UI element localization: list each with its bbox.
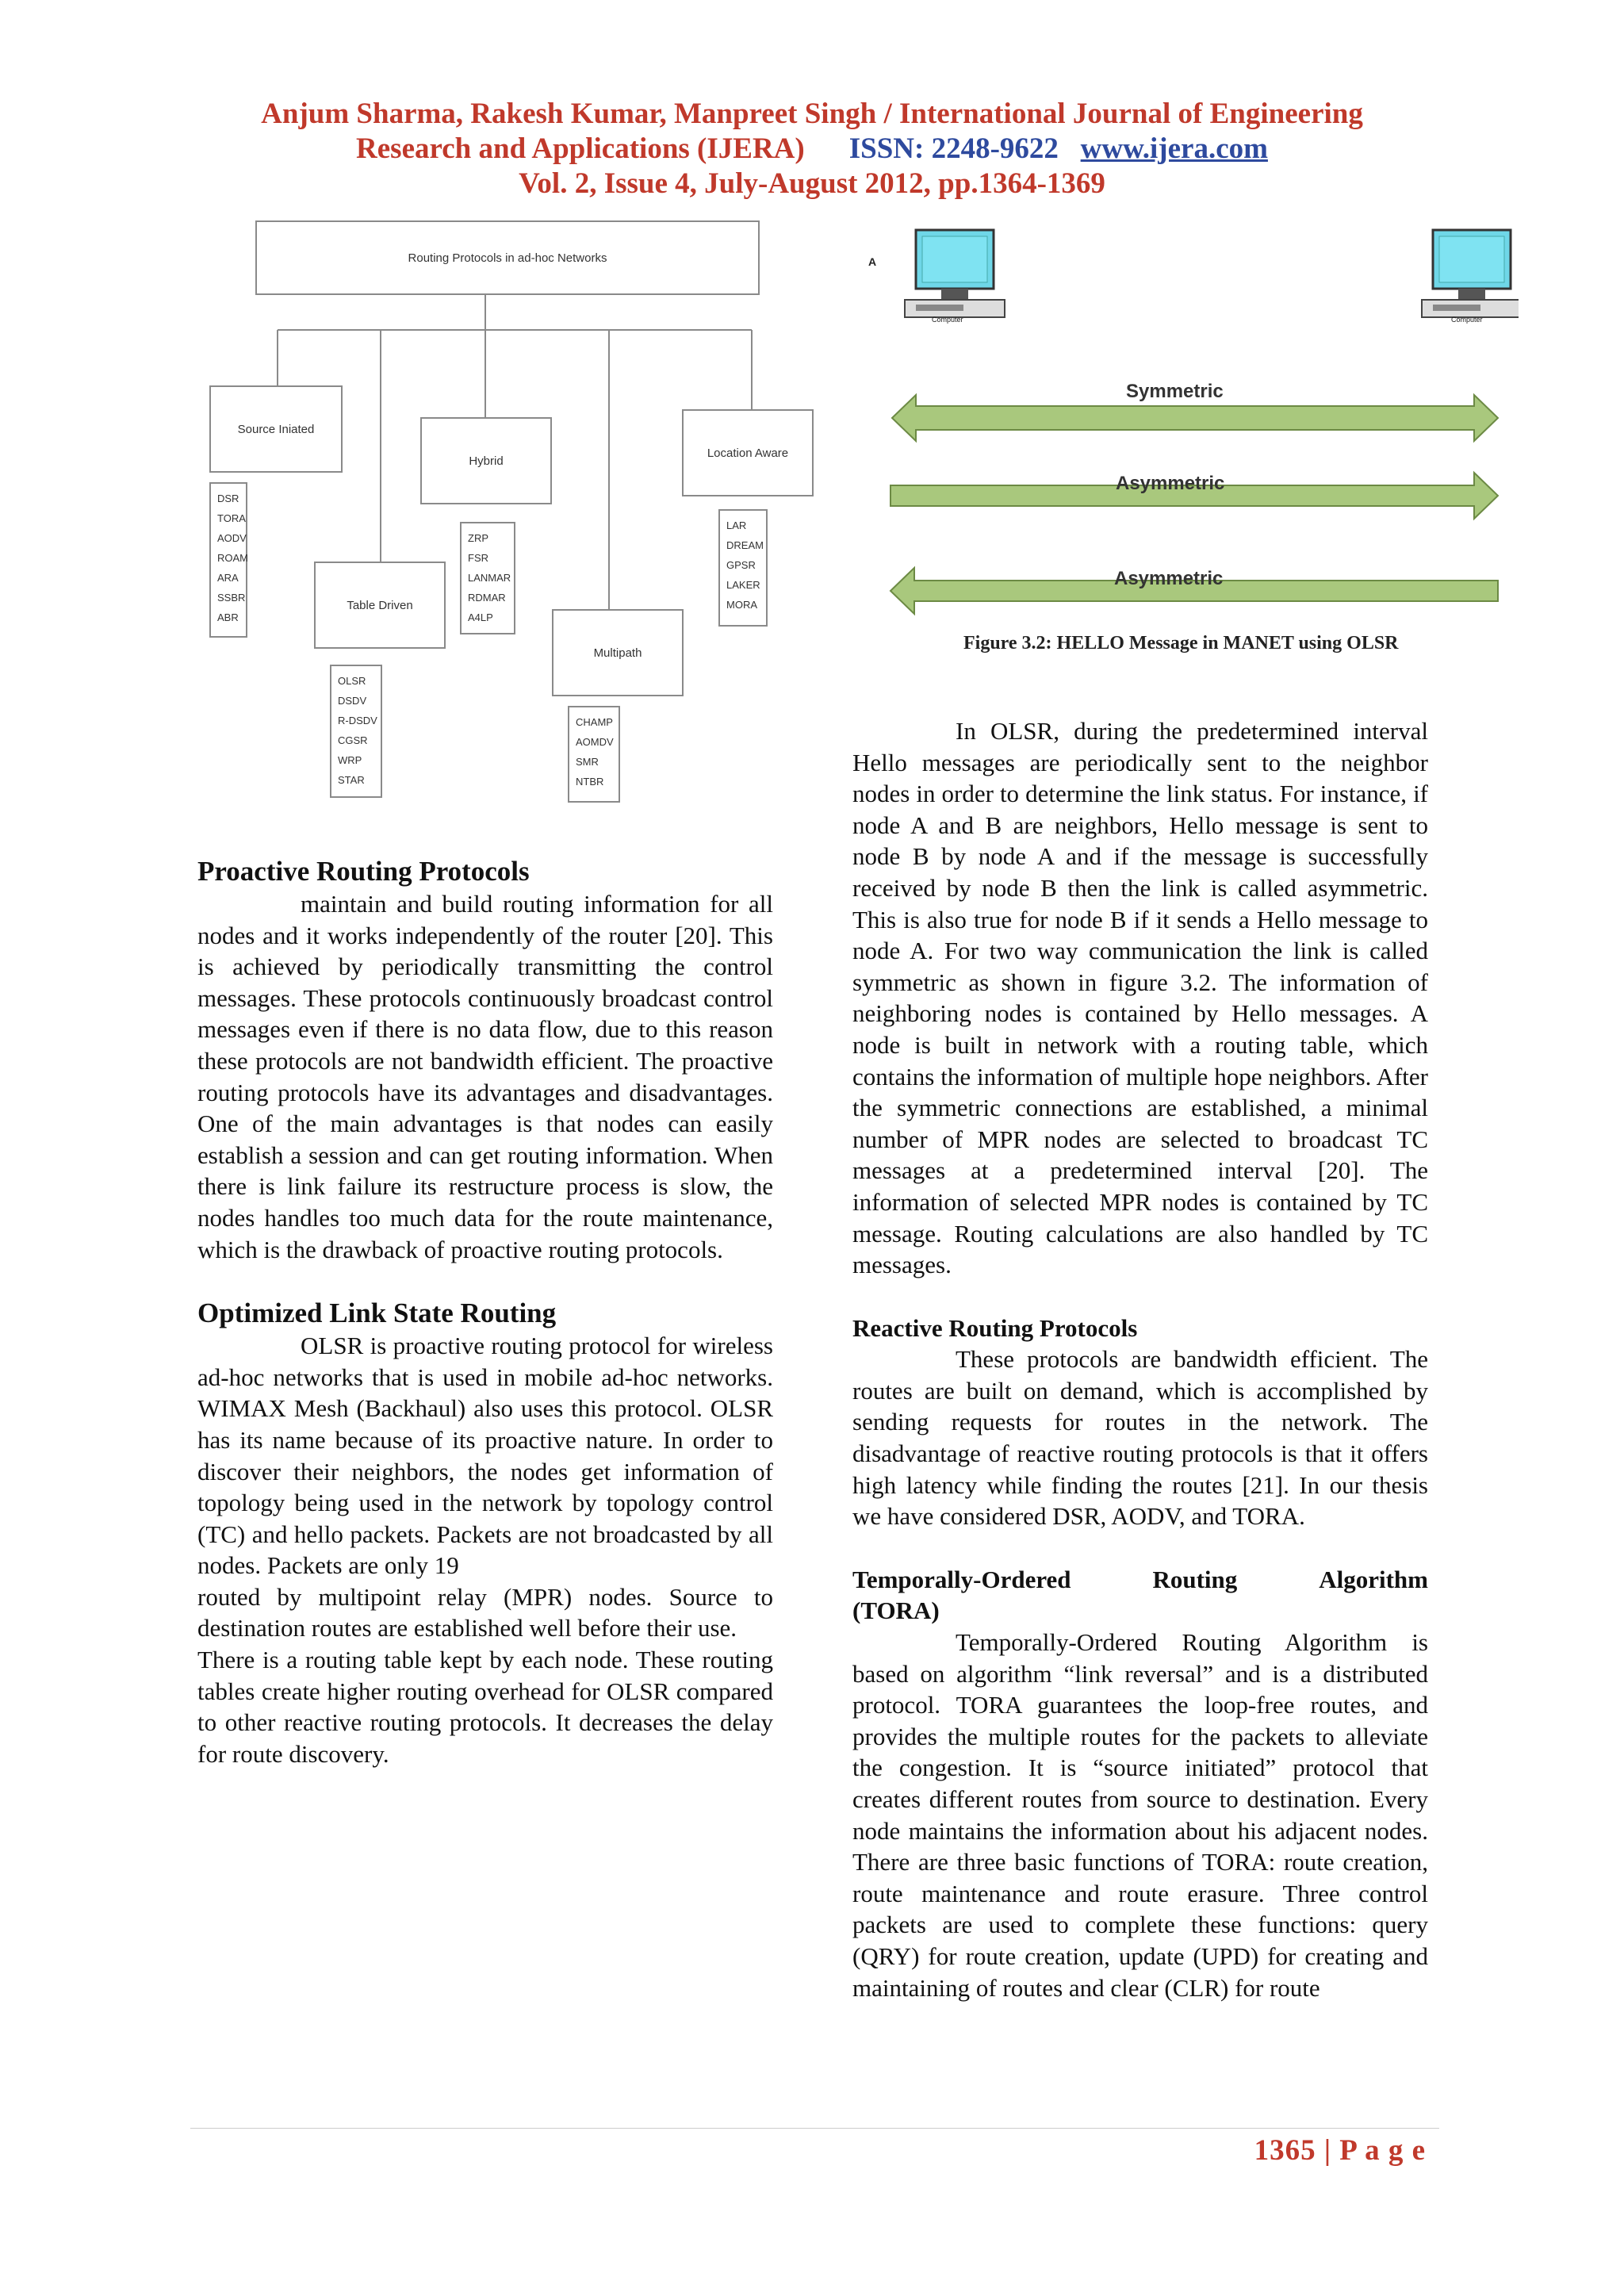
table-driven-node: Table Driven	[314, 562, 446, 649]
header-authors: Anjum Sharma, Rakesh Kumar, Manpreet Singh / International Journal of Engineering	[261, 98, 1363, 130]
header-issn: ISSN: 2248-9622	[848, 132, 1059, 165]
multipath-node: Multipath	[552, 609, 684, 696]
list-item: OLSR	[338, 675, 366, 687]
computer-icon	[1422, 230, 1519, 317]
section-heading-tora-abbr: (TORA)	[852, 1596, 940, 1625]
figure-caption: Figure 3.2: HELLO Message in MANET using OLSR	[963, 633, 1399, 654]
paragraph-proactive: maintain and build routing information for all nodes and it works independently of the router [20]. This is achieved by periodically transmitting the control messages. These protocols continuously broadcast control messages even if there is no data flow, due to this reason these protocols are not bandwidth efficient. The proactive routing protocols have its advantages and disadvantages. One of the main advantages is that nodes can easily establish a session and can get routing information. When there is link failure its restructure process is slow, the nodes handles too much data for the route maintenance, which is the drawback of proactive routing protocols.	[197, 890, 773, 1263]
header-volume: Vol. 2, Issue 4, July-August 2012, pp.1364-1369	[519, 167, 1105, 200]
list-item: NTBR	[576, 776, 604, 788]
list-item: TORA	[217, 512, 246, 524]
tora-heading-part: Algorithm	[1319, 1565, 1428, 1593]
hybrid-list	[460, 522, 515, 634]
list-item: GPSR	[726, 559, 756, 571]
section-heading-reactive: Reactive Routing Protocols	[852, 1313, 1138, 1342]
list-item: STAR	[338, 774, 365, 786]
paragraph-olsr-2: routed by multipoint relay (MPR) nodes. Source to destination routes are established well before their use.	[197, 1582, 773, 1642]
computer-label-right: Computer	[1451, 316, 1483, 324]
paragraph-hello: In OLSR, during the predetermined interval Hello messages are periodically sent to the neighbor nodes in order to determine the link status. For instance, if node A and B are neighbors, Hello message is sent to node B by node A and if the message is successfully received by node B then the link is called asymmetric. This is also true for node B if it sends a Hello message to node A. For two way communication the link is called symmetric as shown in figure 3.2. The information of neighboring nodes is contained by Hello messages. A node is built in network with a routing table, which contains the information of multiple hope neighbors. After the symmetric connections are established, a minimal number of MPR nodes are selected to broadcast TC messages at a predetermined interval [20]. The information of selected MPR nodes is contained by TC message. Routing calculations are also handled by TC messages.	[852, 717, 1428, 1279]
left-column	[197, 855, 773, 1769]
list-item: LANMAR	[468, 572, 511, 584]
list-item: ROAM	[217, 552, 248, 564]
olsr-hello-figure	[868, 216, 1519, 668]
list-item: AODV	[217, 532, 247, 544]
list-item: WRP	[338, 754, 362, 766]
section-heading-tora	[852, 1564, 1428, 1596]
list-item: DREAM	[726, 539, 764, 551]
location-aware-list	[718, 509, 768, 627]
list-item: CGSR	[338, 734, 368, 746]
header-journal-line	[0, 132, 1624, 167]
list-item: SSBR	[217, 592, 246, 604]
tora-heading-part: Temporally-Ordered	[852, 1565, 1071, 1593]
location-aware-node: Location Aware	[682, 409, 814, 496]
source-initiated-node: Source Iniated	[209, 385, 343, 473]
section-heading-proactive: Proactive Routing Protocols	[197, 856, 530, 887]
multipath-list	[568, 706, 620, 803]
paragraph-olsr-3: There is a routing table kept by each node. These routing tables create higher routing overhead for OLSR compared to other reactive routing protocols. It decreases the delay for route discovery.	[197, 1646, 773, 1768]
header-url-link[interactable]: www.ijera.com	[1080, 132, 1268, 165]
right-column	[852, 715, 1428, 2003]
root-node: Routing Protocols in ad-hoc Networks	[255, 220, 760, 295]
node-a-label: A	[868, 255, 877, 268]
list-item: FSR	[468, 552, 488, 564]
list-item: LAR	[726, 519, 747, 531]
paragraph-olsr-1: OLSR is proactive routing protocol for wireless ad-hoc networks that is used in mobile ad-hoc networks. WIMAX Mesh (Backhaul) also uses this protocol. OLSR has its name because of its proactive nature. In order to discover their neighbors, the nodes get information of topology being used in the network by topology control (TC) and hello packets. Packets are not broadcasted by all nodes. Packets are only 19	[197, 1332, 773, 1580]
routing-taxonomy-figure	[198, 213, 833, 823]
list-item: RDMAR	[468, 592, 506, 604]
table-driven-list	[330, 665, 382, 798]
asymmetric-label-2: Asymmetric	[1114, 568, 1224, 589]
tora-heading-part: Routing	[1152, 1565, 1238, 1593]
list-item: ABR	[217, 611, 239, 623]
footer-divider	[190, 2128, 1439, 2129]
list-item: A4LP	[468, 611, 493, 623]
list-item: SMR	[576, 756, 599, 768]
header-journal: Research and Applications (IJERA)	[356, 132, 805, 165]
page-header	[0, 97, 1624, 201]
computer-label-left: Computer	[932, 316, 963, 324]
hybrid-node: Hybrid	[420, 417, 552, 504]
list-item: CHAMP	[576, 716, 613, 728]
list-item: DSDV	[338, 695, 367, 707]
list-item: ZRP	[468, 532, 488, 544]
paragraph-reactive: These protocols are bandwidth efficient. The routes are built on demand, which is accomplished by sending requests for routes in the network. The disadvantage of reactive routing protocols is that it offers high latency while finding the routes [21]. In our thesis we have considered DSR, AODV, and TORA.	[852, 1345, 1428, 1531]
computer-icon	[905, 230, 1005, 317]
paragraph-tora: Temporally-Ordered Routing Algorithm is based on algorithm “link reversal” and is a distributed protocol. TORA guarantees the loop-free routes, and provides the multiple routes for the packets to alleviate the congestion. It is “source initiated” protocol that creates different routes from source to destination. Every node maintains the information about his adjacent nodes. There are three basic functions of TORA: route creation, route maintenance and route erasure. Three control packets are used to complete these functions: query (QRY) for route creation, update (UPD) for creating and maintaining of routes and clear (CLR) for route	[852, 1628, 1428, 2002]
olsr-diagram-graphics	[868, 216, 1519, 628]
section-heading-olsr: Optimized Link State Routing	[197, 1297, 557, 1329]
list-item: LAKER	[726, 579, 760, 591]
list-item: ARA	[217, 572, 239, 584]
list-item: DSR	[217, 493, 239, 504]
source-initiated-list	[209, 482, 247, 638]
list-item: MORA	[726, 599, 757, 611]
list-item: R-DSDV	[338, 715, 377, 726]
list-item: AOMDV	[576, 736, 614, 748]
asymmetric-label-1: Asymmetric	[1116, 473, 1225, 494]
symmetric-label: Symmetric	[1126, 381, 1224, 402]
page-number: 1365 | P a g e	[1254, 2134, 1426, 2167]
